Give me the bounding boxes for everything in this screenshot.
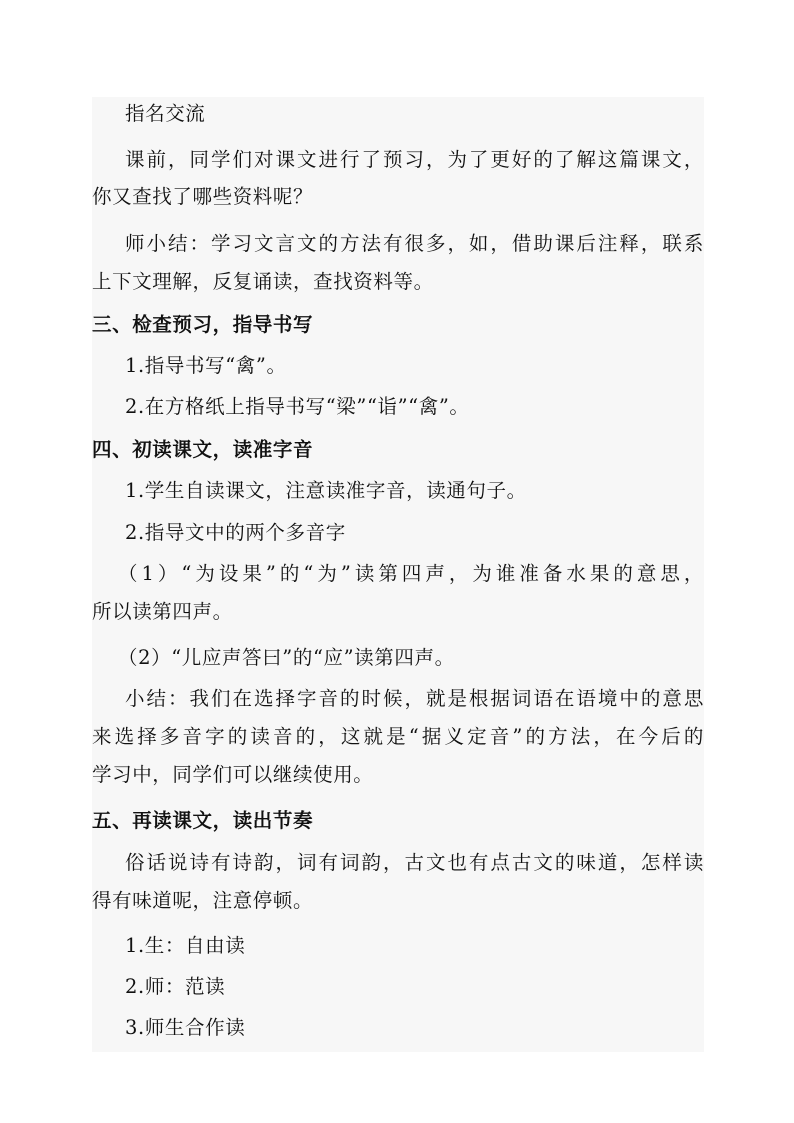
paragraph-line: 得有味道呢，注意停顿。: [92, 889, 314, 912]
list-item: 1.生：自由读: [125, 934, 246, 957]
paragraph-line: 小结：我们在选择字音的时候，就是根据词语在语境中的意思: [125, 687, 704, 710]
paragraph-line: 学习中，同学们可以继续使用。: [92, 763, 374, 786]
list-item: 2.指导文中的两个多音字: [125, 521, 346, 544]
paragraph-line: 课前，同学们对课文进行了预习，为了更好的了解这篇课文，: [125, 148, 704, 171]
paragraph-line: 所以读第四声。: [92, 600, 233, 623]
sub-list-item: （1）“为设果”的“为”读第四声，为谁准备水果的意思，: [118, 562, 704, 585]
sub-list-item: （2）“儿应声答曰”的“应”读第四声。: [118, 646, 455, 669]
section-heading: 三、检查预习，指导书写: [92, 313, 314, 336]
paragraph-line: 师小结：学习文言文的方法有很多，如，借助课后注释，联系: [125, 232, 704, 255]
section-heading: 五、再读课文，读出节奏: [92, 809, 314, 832]
list-item: 1.学生自读课文，注意读准字音，读通句子。: [125, 479, 527, 502]
list-item: 2.师：范读: [125, 975, 226, 998]
list-item: 2.在方格纸上指导书写“梁”“诣”“禽”。: [125, 395, 470, 418]
paragraph-line: 来选择多音字的读音的，这就是“据义定音”的方法，在今后的: [92, 725, 704, 748]
paragraph-line: 上下文理解，反复诵读，查找资料等。: [92, 270, 434, 293]
paragraph-line: 俗话说诗有诗韵，词有词韵，古文也有点古文的味道，怎样读: [125, 851, 704, 874]
section-heading: 四、初读课文，读准字音: [92, 438, 314, 461]
list-item: 3.师生合作读: [125, 1016, 246, 1039]
list-item: 1.指导书写“禽”。: [125, 354, 287, 377]
document-body: [92, 97, 704, 1052]
paragraph-line: 你又查找了哪些资料呢？: [92, 185, 314, 208]
paragraph-line: 指名交流: [125, 102, 206, 125]
